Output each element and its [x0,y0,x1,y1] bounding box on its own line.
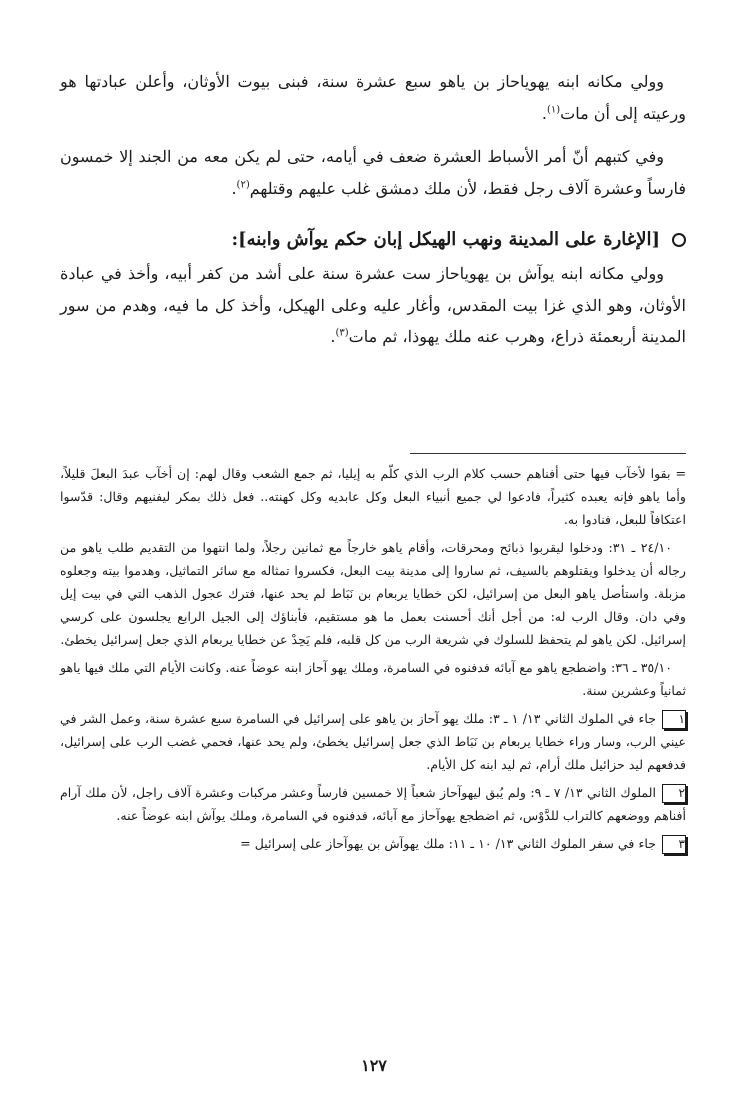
page-number: ١٢٧ [361,1056,387,1075]
section-heading-text: [الإغارة على المدينة ونهب الهيكل إبان حكم يوآش وابنه]: [231,229,660,250]
footnote-2 [60,781,686,827]
paragraph-2-end: . [231,178,237,198]
footnote-3-text: جاء في سفر الملوك الثاني ١٣/ ١٠ ـ ١١: ملك يهوآش بن يهوآحاز على إسرائيل = [240,836,656,851]
footnote-divider [410,453,686,454]
footnote-ref-1: (١) [546,104,561,116]
footnote-3 [60,832,686,855]
footnotes [60,462,686,860]
footnote-verse-35: ٣٥/١٠ ـ ٣٦: واضطجع ياهو مع آبائه فدفنوه في السامرة، وملك يهو آحاز ابنه عوضاً عنه. وكانت الأيام التي ملك فيها ياهو ثمانياً وعشرين سنة. [60,660,686,698]
paragraph-1 [60,66,686,129]
footnote-number-1: ١ [662,710,686,729]
main-text [60,66,686,353]
paragraph-1-end: . [541,103,547,123]
paragraph-3-end: . [330,327,336,346]
paragraph-3-text: وولي مكانه ابنه يوآش بن يهوياحاز ست عشرة سنة على أشد من كفر أبيه، وأخذ في عبادة الأوثان، وهو الذي غزا بيت المقدس، وأغار عليه وعلى الهيكل، وأخذ كل ما فيه، وهدم من سور المدينة أربعمئة ذراع، وهرب عنه ملك يهوذا، ثم مات [60,264,686,346]
paragraph-2 [60,141,686,204]
footnote-number-3: ٣ [662,835,686,854]
footnote-1 [60,707,686,776]
footnote-1-text: جاء في الملوك الثاني ١٣/ ١ ـ ٣: ملك يهو آحاز بن ياهو على إسرائيل في السامرة سبع عشرة سنة، وعمل الشر في عيني الرب، وسار وراء خطايا يربعام بن نَبَاط الذي جعل إسرائيل يخطئ، ولم يحد عنها، فحمي غضب الرب على إسرائيل، فدفعهم ليد حزائيل ملك أرام، ثم ليد ابنه كل الأيام. [60,711,686,772]
paragraph-2-text: وفي كتبهم أنّ أمر الأسباط العشرة ضعف في أيامه، حتى لم يكن معه من الجند إلا خمسون فارساً وعشرة آلاف رجل فقط، لأن ملك دمشق غلب عليهم وقتلهم [60,147,686,198]
paragraph-1-text: وولي مكانه ابنه يهوياحاز بن ياهو سبع عشرة سنة، فبنى بيوت الأوثان، وأعلن عبادتها هو ورعيته إلى أن مات [60,72,686,123]
footnote-verse-24: ٢٤/١٠ ـ ٣١: ودخلوا ليقربوا ذبائح ومحرقات، وأقام ياهو خارجاً مع ثمانين رجلاً، ولما انتهوا من التقديم طلب ياهو من رجاله أن يدخلوا ويقتلوهم بالسيف، ثم ساروا إلى مدينة بيت البعل، فكسروا تمثاله مع سائر التماثيل، وهدموا بيته وجعلوه مزبلة. واستأصل ياهو البعل من إسرائيل، لكن خطايا يربعام بن نَبَاط لم يحد عنها، فترك عجول الذهب التي في بيت إيل وفي دان. وقال الرب له: من أجل أنك أحسنت بعمل ما هو مستقيم، فأبناؤك إلى الجيل الرابع يجلسون على كرسي إسرائيل. لكن ياهو لم يتحفظ للسلوك في شريعة الرب من كل قلبه، فلم يَحِدْ عن خطايا يربعام الذي جعل إسرائيل يخطئ. [60,540,686,647]
section-heading [60,224,686,256]
footnote-2-text: الملوك الثاني ١٣/ ٧ ـ ٩: ولم يُبق ليهوآحاز شعباً إلا خمسين فارساً وعشر مركبات وعشرة آلاف راجل، لأن ملك آرام أفناهم ووضعهم كالتراب للدَّوْس، ثم اضطجع يهوآحاز مع آبائه، فدفنوه في السامرة، وملك يوآش ابنه عوضاً عنه. [60,785,686,823]
footnote-ref-3: (٣) [335,327,349,339]
footnote-number-2: ٢ [662,784,686,803]
circle-bullet-icon [672,233,686,247]
footnote-continuation: = بقوا لأخآب فيها حتى أفناهم حسب كلام الرب الذي كلّم به إيليا، ثم جمع الشعب وقال لهم: إن أخآب عبدَ البعلَ قليلاً، وأما ياهو فإنه يعبده كثيراً، فادعوا لي جميع أنبياء البعل وكل عابديه وكل كهنته.. فعل ذلك بمكر ليفنيهم وقال: قدّسوا اعتكافاً للبعل، فنادوا به. [60,466,686,527]
footnote-ref-2: (٢) [236,179,250,191]
paragraph-3 [60,258,686,353]
